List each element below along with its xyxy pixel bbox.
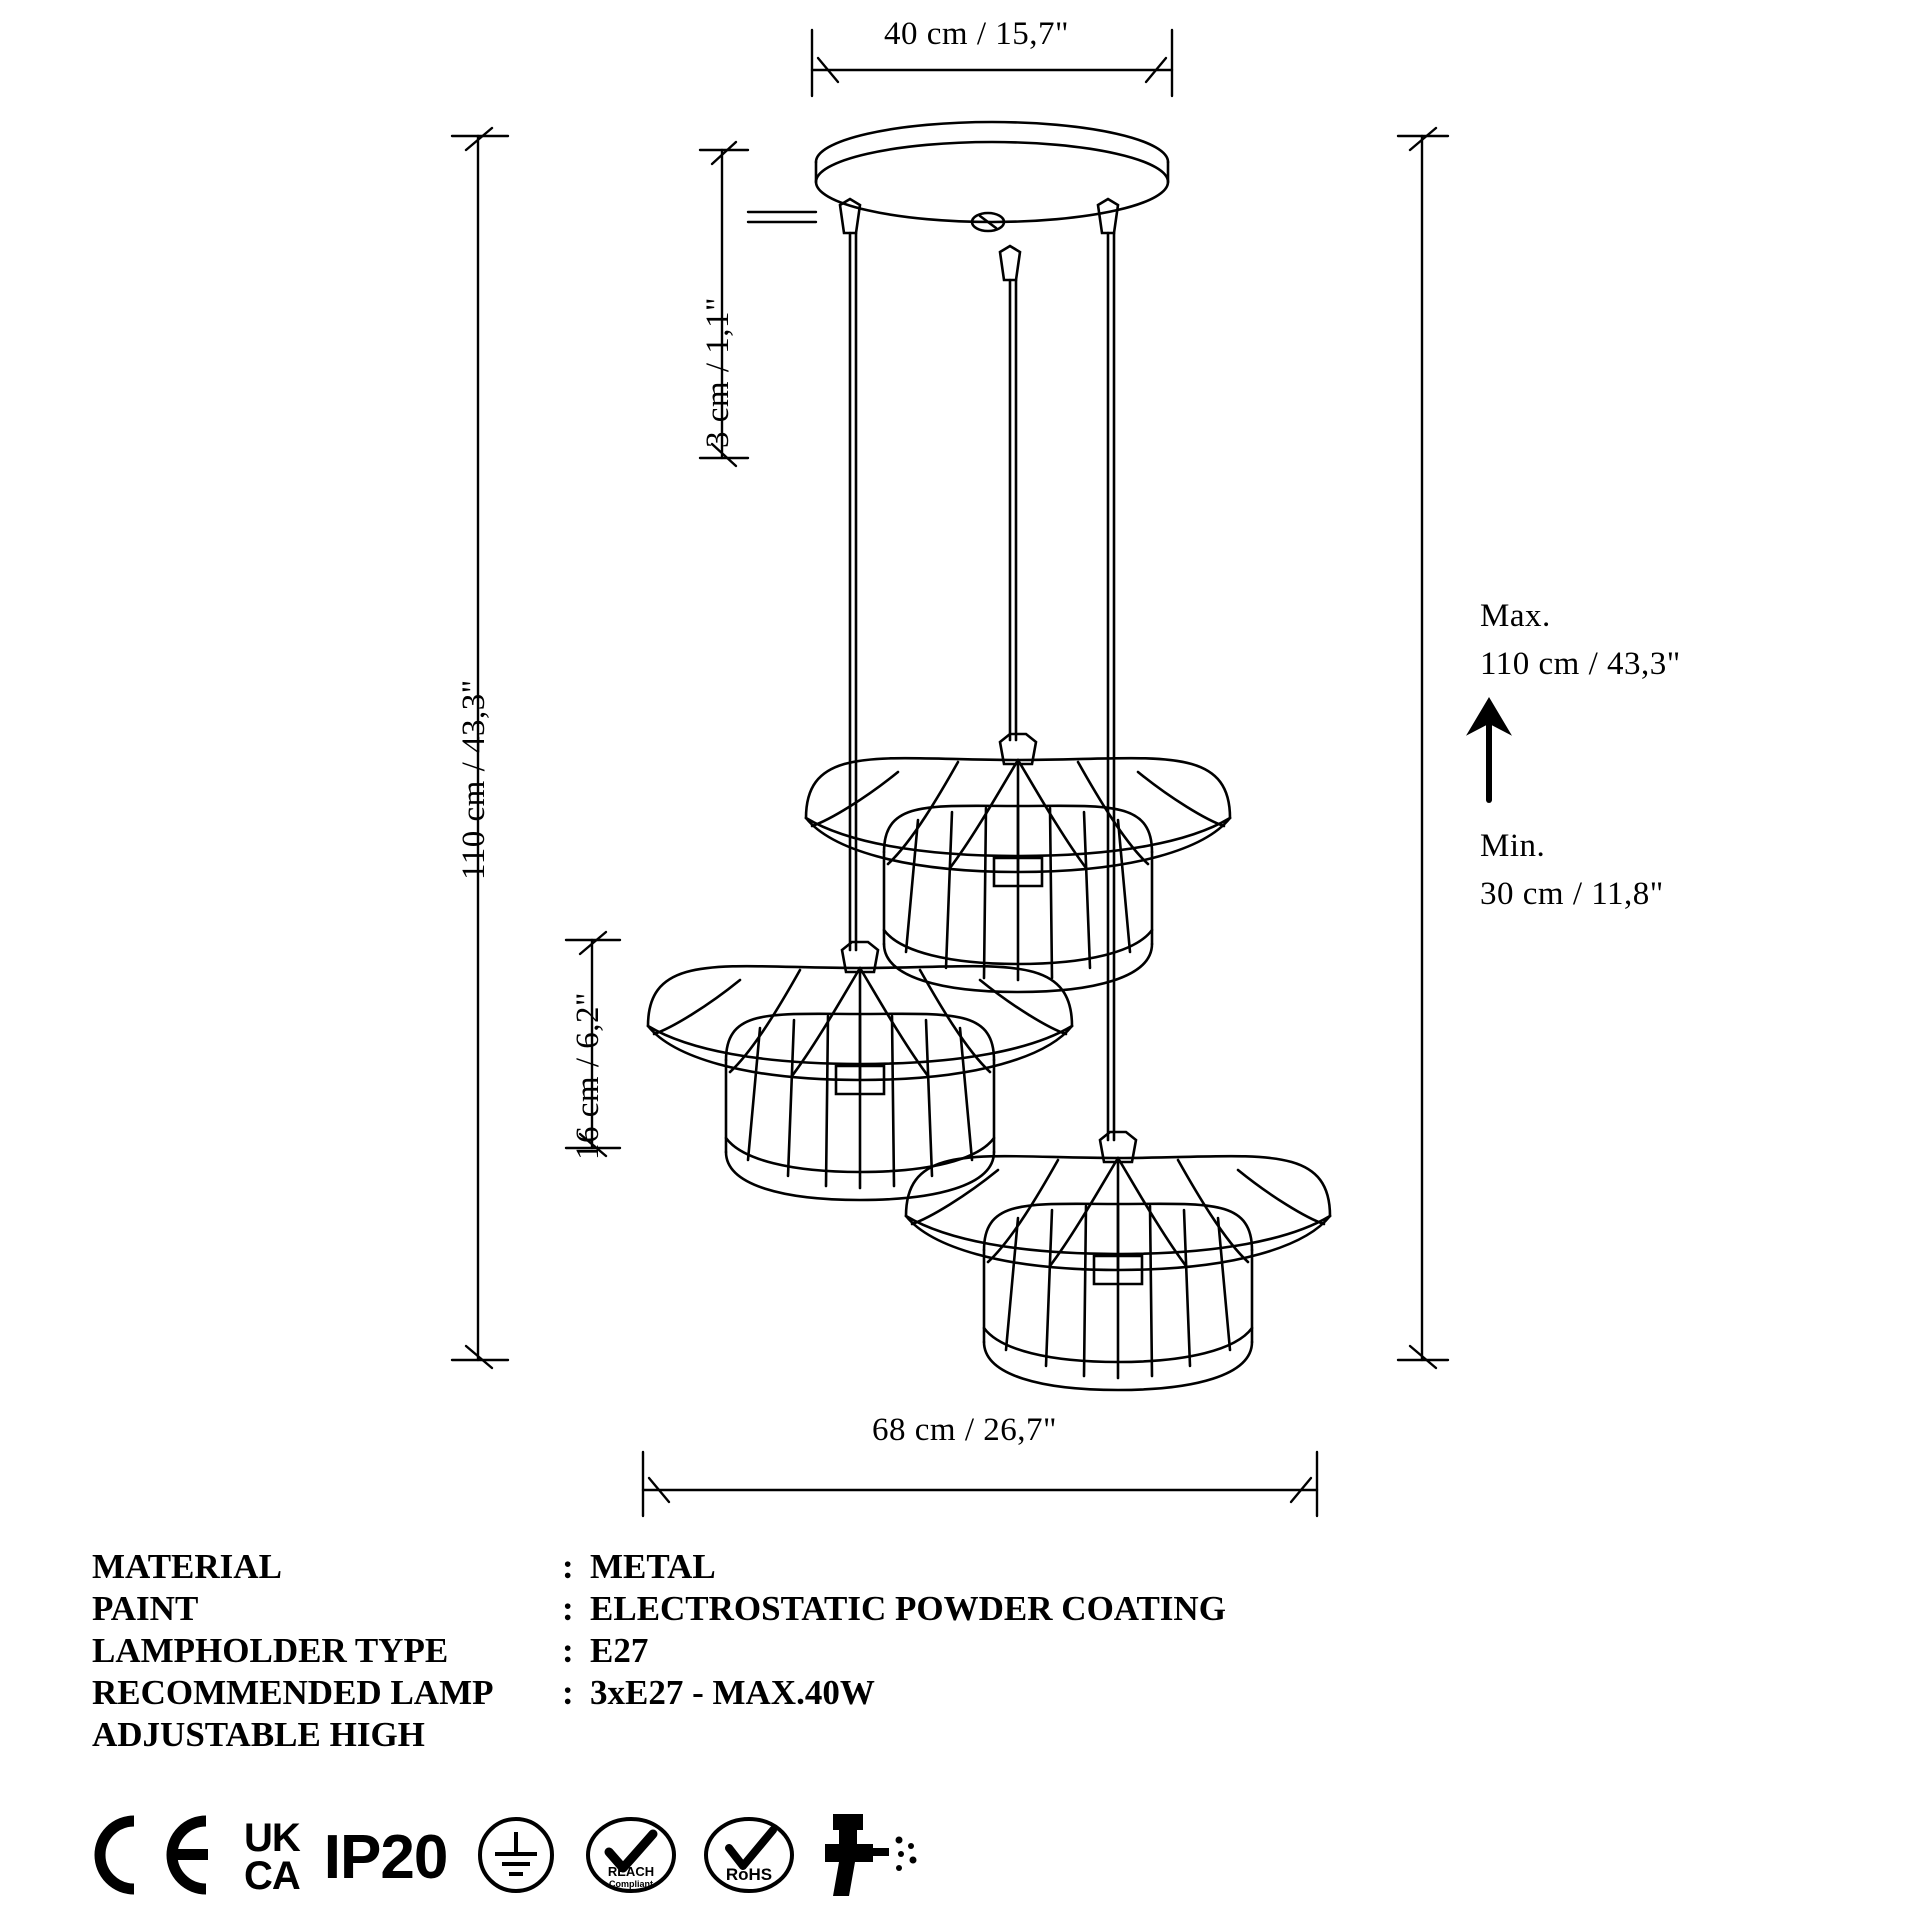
spec-colon: : (562, 1547, 574, 1586)
spec-value: ELECTROSTATIC POWDER COATING (590, 1589, 1226, 1628)
spec-colon (562, 1714, 590, 1756)
shade-bottom (906, 1132, 1330, 1390)
ukca-line-2: CA (244, 1854, 300, 1898)
spec-colon: : (562, 1589, 574, 1628)
reach-compliant-icon (585, 1812, 677, 1903)
spec-row-lampholder-type (92, 1630, 1226, 1672)
dimension-top-width-label: 40 cm / 15,7" (884, 16, 1069, 52)
dimension-shade-height-label: 16 cm / 6,2" (570, 992, 606, 1160)
max-height-label: Max. (1480, 598, 1551, 634)
cord-mounts (840, 199, 1118, 280)
rohs-icon (703, 1812, 795, 1903)
spec-value: E27 (590, 1631, 649, 1670)
max-height-value: 110 cm / 43,3" (1480, 646, 1681, 682)
lamp-illustration (648, 122, 1330, 1390)
spec-row-paint (92, 1588, 1226, 1630)
spec-colon: : (562, 1673, 574, 1712)
spec-row-recommended-lamp (92, 1672, 1226, 1714)
dimension-total-height-label: 110 cm / 43,3" (456, 679, 492, 880)
dimension-adjustable-range (1398, 128, 1448, 1368)
spec-row-material (92, 1546, 1226, 1588)
svg-text:RoHS: RoHS (726, 1864, 773, 1884)
spec-key: MATERIAL (92, 1547, 282, 1586)
spec-key: LAMPHOLDER TYPE (92, 1631, 449, 1670)
specification-table (92, 1546, 1226, 1756)
shade-middle (648, 942, 1072, 1200)
protective-earth-icon (473, 1812, 559, 1903)
dimension-bottom-width (643, 1452, 1317, 1516)
cords (850, 233, 1114, 1140)
spec-colon: : (562, 1631, 574, 1670)
spec-key: PAINT (92, 1589, 199, 1628)
ce-mark-icon (78, 1809, 218, 1906)
ukca-line-1: UK (244, 1816, 300, 1860)
spec-row-adjustable-high (92, 1714, 1226, 1756)
ip-rating-label: IP20 (323, 1822, 448, 1892)
spec-key: RECOMMENDED LAMP (92, 1673, 494, 1712)
adjust-up-arrow (1470, 700, 1508, 800)
shade-top (806, 734, 1230, 992)
spec-key: ADJUSTABLE HIGH (92, 1715, 425, 1754)
ceiling-canopy (816, 122, 1168, 231)
min-height-label: Min. (1480, 828, 1546, 864)
min-height-value: 30 cm / 11,8" (1480, 876, 1664, 912)
spec-value: 3xE27 - MAX.40W (590, 1673, 875, 1712)
svg-text:REACH: REACH (608, 1863, 655, 1879)
ukca-mark-icon (244, 1816, 300, 1898)
dimension-bottom-width-label: 68 cm / 26,7" (872, 1412, 1057, 1448)
dimension-canopy-height-label: 3 cm / 1,1" (700, 297, 736, 448)
certification-strip (78, 1812, 921, 1902)
svg-text:Compliant: Compliant (609, 1878, 654, 1889)
powder-coating-spray-gun-icon (821, 1810, 921, 1905)
spec-value: METAL (590, 1547, 716, 1586)
